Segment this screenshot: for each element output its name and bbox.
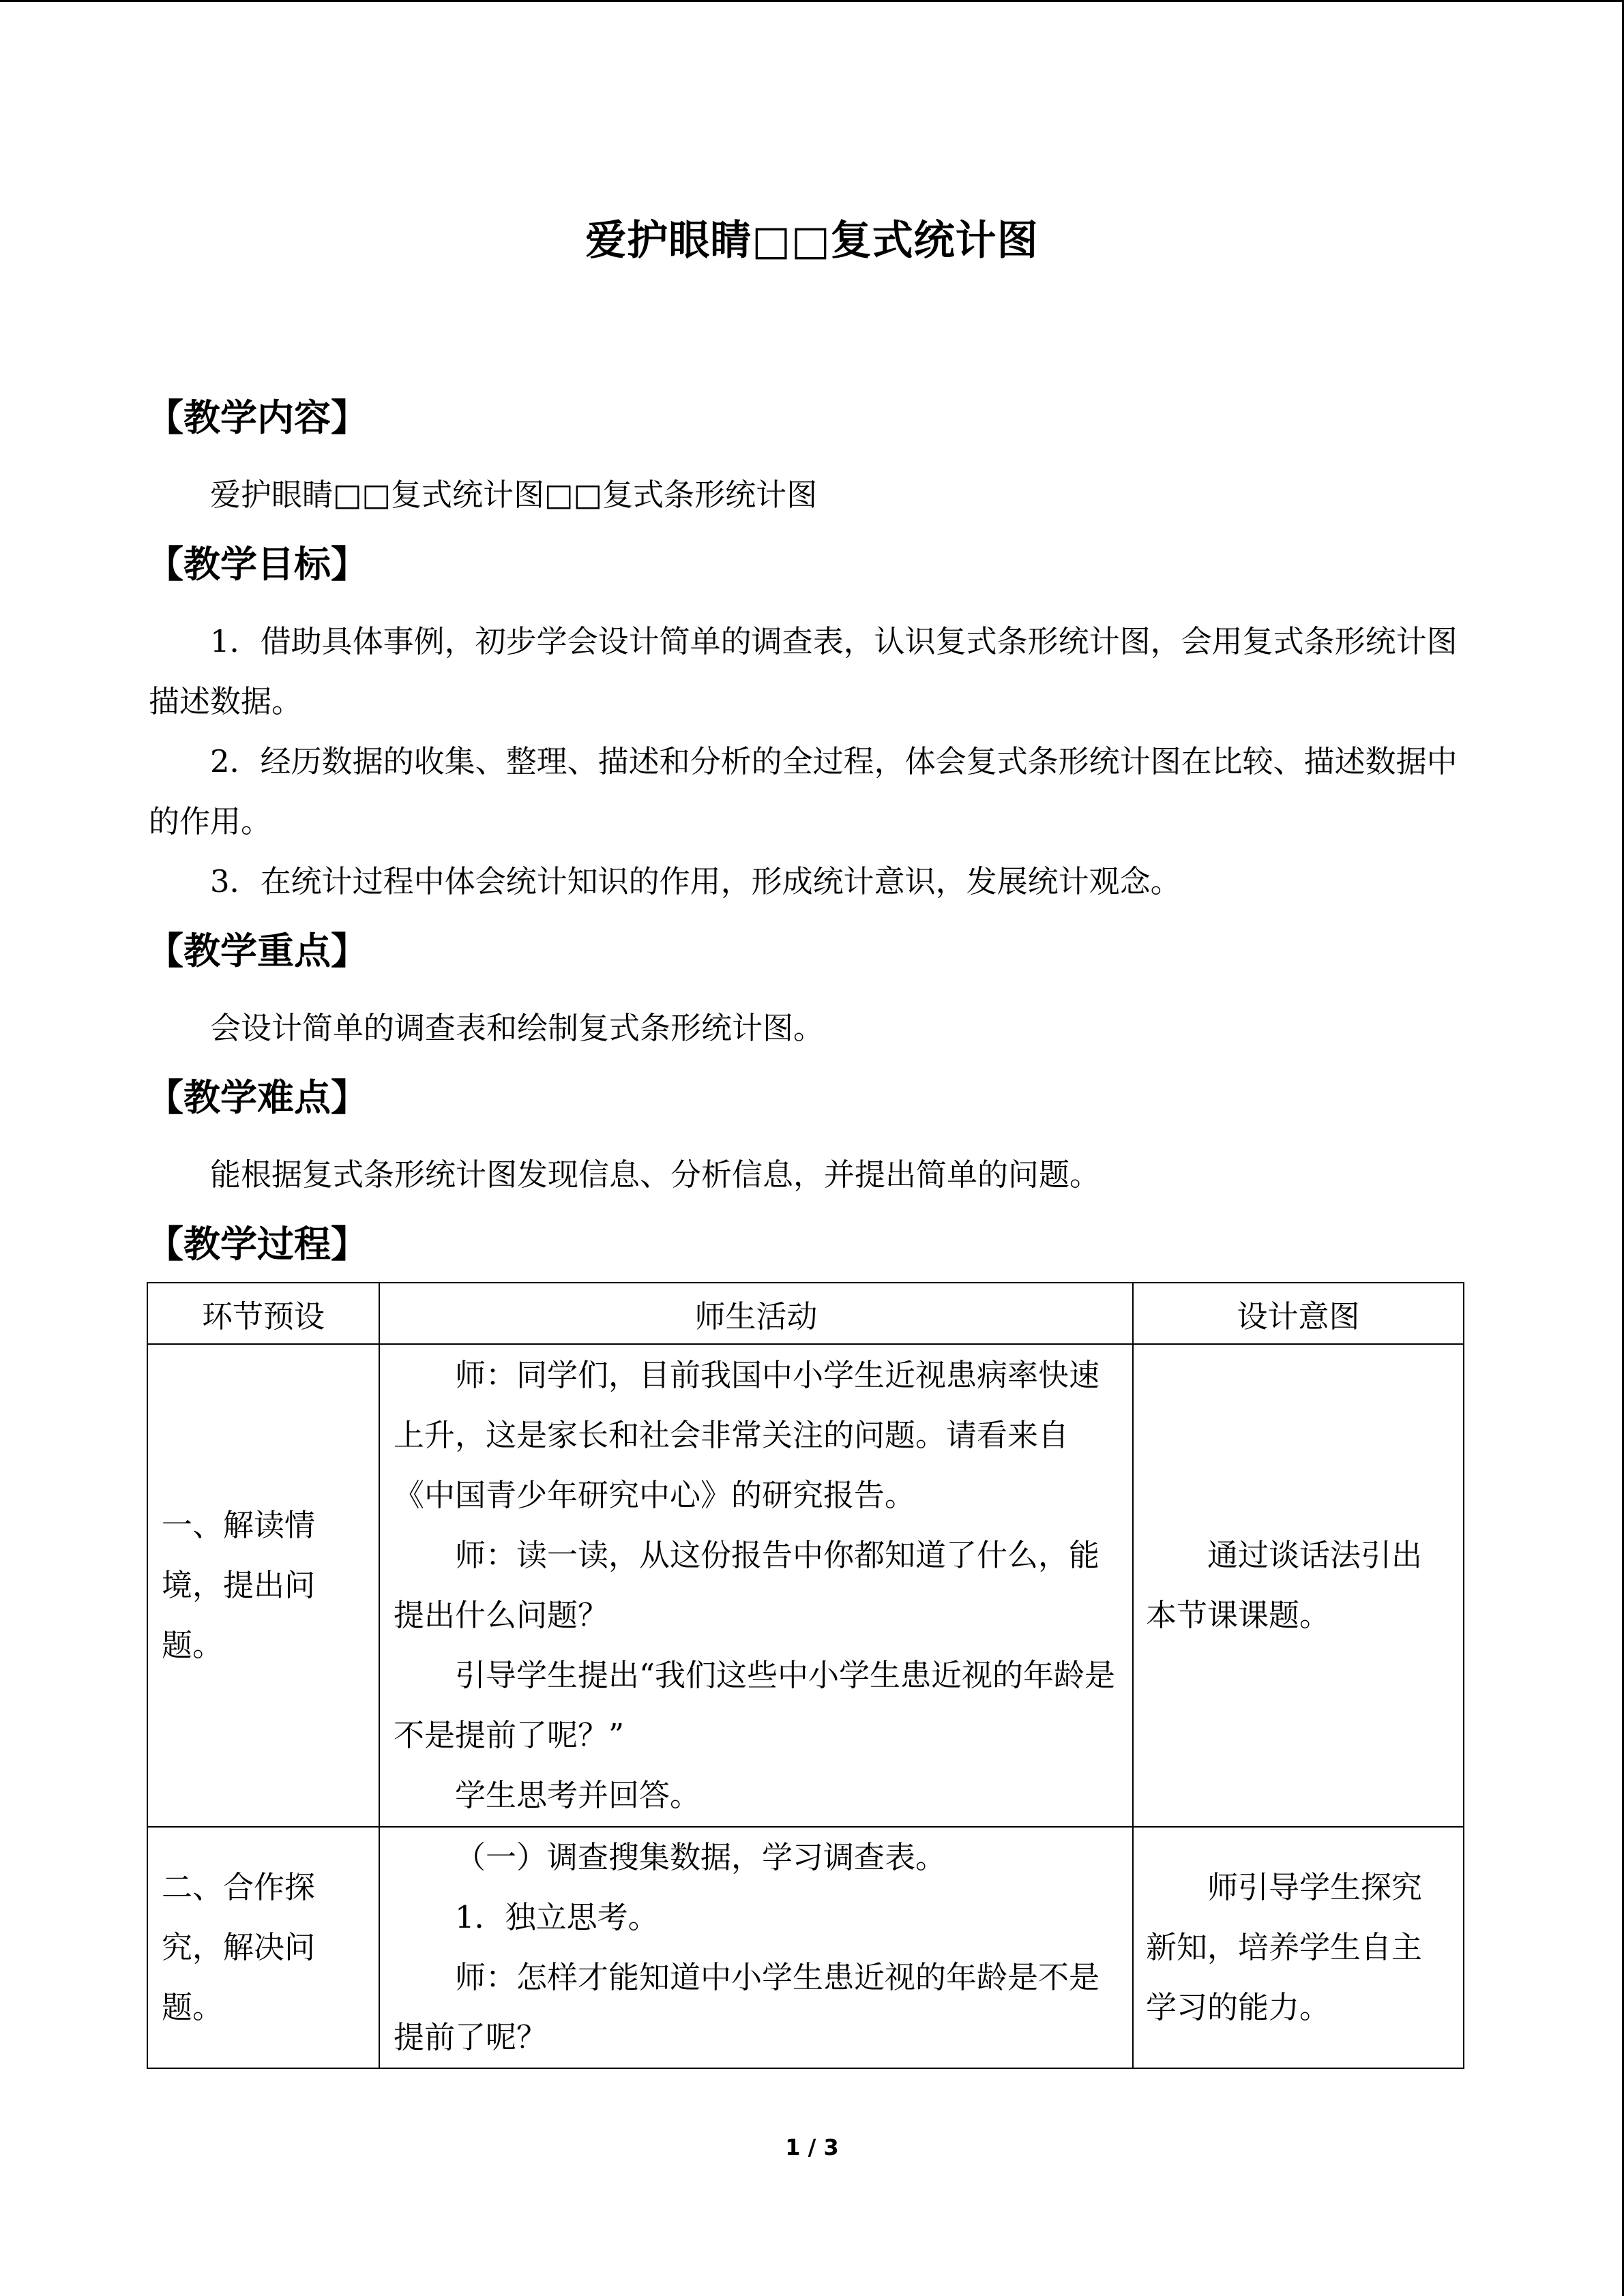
activity-line: 师：读一读，从这份报告中你都知道了什么，能提出什么问题？: [394, 1537, 1100, 1633]
page-border-top: [0, 0, 1624, 2]
intent-cell: [1133, 1827, 1464, 2068]
key-points-text: 会设计简单的调查表和绘制复式条形统计图。: [210, 1010, 825, 1046]
table-row: [147, 1827, 1464, 2068]
heading-difficulties: 【教学难点】: [147, 1075, 368, 1119]
activity-line: 学生思考并回答。: [455, 1777, 701, 1813]
stage-text: 二、合作探究，解决问题。: [162, 1869, 316, 2025]
goal-item-3: 3．在统计过程中体会统计知识的作用，形成统计意识，发展统计观念。: [210, 863, 1181, 899]
header-intent: 设计意图: [1133, 1283, 1464, 1344]
heading-content: 【教学内容】: [147, 396, 368, 439]
activity-line: 师：同学们，目前我国中小学生近视患病率快速上升，这是家长和社会非常关注的问题。请看来自《中国青少年研究中心》的研究报告。: [394, 1357, 1100, 1513]
process-table: [147, 1282, 1464, 2069]
page-title: 爱护眼睛□□复式统计图: [585, 217, 1039, 265]
heading-goals: 【教学目标】: [147, 542, 368, 586]
stage-cell: [147, 1344, 379, 1827]
intent-cell: [1133, 1344, 1464, 1827]
goal-item-2: 2．经历数据的收集、整理、描述和分析的全过程，体会复式条形统计图在比较、描述数据中的作用。: [149, 743, 1458, 839]
activity-line: 1．独立思考。: [455, 1899, 659, 1935]
goal-item-1: 1．借助具体事例，初步学会设计简单的调查表，认识复式条形统计图，会用复式条形统计图描述数据。: [149, 623, 1458, 719]
activity-line: 引导学生提出“我们这些中小学生患近视的年龄是不是提前了呢？”: [394, 1657, 1116, 1753]
activities-cell: [379, 1827, 1133, 2068]
intent-text: 通过谈话法引出本节课课题。: [1146, 1537, 1423, 1633]
heading-key-points: 【教学重点】: [147, 929, 368, 972]
table-header-row: [147, 1283, 1464, 1344]
header-stage: 环节预设: [147, 1283, 379, 1344]
activity-line: （一）调查搜集数据，学习调查表。: [455, 1839, 947, 1875]
activity-line: 师：怎样才能知道中小学生患近视的年龄是不是提前了呢？: [394, 1959, 1100, 2055]
stage-text: 一、解读情境，提出问题。: [162, 1507, 316, 1663]
difficulties-text: 能根据复式条形统计图发现信息、分析信息，并提出简单的问题。: [210, 1157, 1101, 1193]
table-row: [147, 1344, 1464, 1827]
page-number: 1 / 3: [785, 2134, 839, 2160]
content-text: 爱护眼睛□□复式统计图□□复式条形统计图: [210, 477, 818, 513]
activities-cell: [379, 1344, 1133, 1827]
stage-cell: [147, 1827, 379, 2068]
intent-text: 师引导学生探究新知，培养学生自主学习的能力。: [1146, 1869, 1423, 2025]
header-activities: 师生活动: [379, 1283, 1133, 1344]
heading-process: 【教学过程】: [147, 1222, 368, 1266]
